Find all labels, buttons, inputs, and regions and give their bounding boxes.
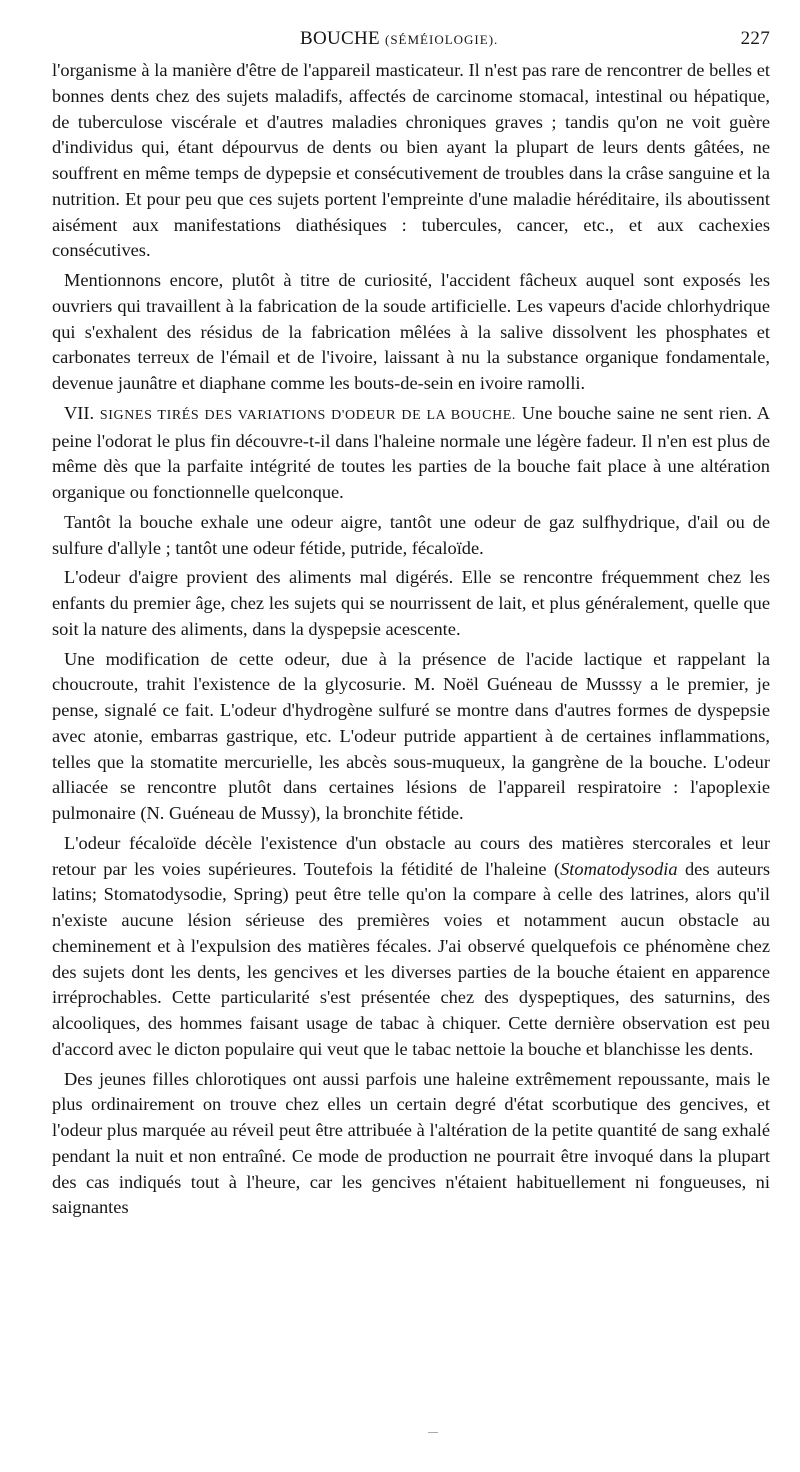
- paragraph-7-text-b: des auteurs latins; Stomatodysodie, Spring) peut être telle qu'on la compare à celle des latrines, alors qu'il n'existe aucune lésion sérieuse des premières voies et notamment aucun obstacle au cheminement et à l'expulsion des matières fécales. J'ai observé quelquefois ce phénomène chez des sujets dont les dents, les gencives et les diverses parties de la bouche étaient en apparence irréprochables. Cette particularité s'est présentée chez des dyspeptiques, des saturnins, des alcooliques, des hommes faisant usage de tabac à chiquer. Cette dernière observation est peu d'accord avec le dicton populaire qui veut que le tabac nettoie la bouche et blanchisse les dents.: [52, 858, 770, 1059]
- running-title-sub: (SÉMÉIOLOGIE).: [384, 32, 499, 47]
- book-page: [52, 28, 770, 1225]
- section-heading: SIGNES TIRÉS DES VARIATIONS D'ODEUR DE LA BOUCHE.: [99, 407, 517, 423]
- paragraph-6: Une modification de cette odeur, due à la présence de l'acide lactique et rappelant la choucroute, trahit l'existence de la glycosurie. M. Noël Guéneau de Musssy a le premier, je pense, signalé ce fait. L'odeur d'hydrogène sulfuré se montre dans d'autres formes de dyspepsie avec atonie, embarras gastrique, etc. L'odeur putride appartient à de certaines inflammations, telles que la stomatite mercurielle, les abcès sous-muqueux, la gangrène de la bouche. L'odeur alliacée se rencontre plutôt dans certaines lésions de l'appareil respiratoire : l'apoplexie pulmonaire (N. Guéneau de Mussy), la bronchite fétide.: [52, 648, 770, 823]
- latin-term: Stomatodysodia: [560, 858, 678, 879]
- paragraph-3-section-vii: [52, 401, 770, 506]
- footer-mark: [428, 1432, 438, 1433]
- paragraph-8: Des jeunes filles chlorotiques ont aussi parfois une haleine extrêmement repoussante, mais le plus ordinairement on trouve chez elles un certain degré d'état scorbutique des gencives, et l'odeur plus marquée au réveil peut être attribuée à l'altération de la petite quantité de sang exhalé pendant la nuit et non entraîné. Ce mode de production ne pourrait être invoqué dans la plupart des cas indiqués tout à l'heure, car les gencives n'étaient habituellement ni fongueuses, ni saignantes: [52, 1068, 770, 1218]
- paragraph-7-text-a: L'odeur fécaloïde décèle l'existence d'un obstacle au cours des matières stercorales et leur retour par les voies supérieures. Toutefois la fétidité de l'haleine (: [52, 832, 770, 879]
- paragraph-1: l'organisme à la manière d'être de l'appareil masticateur. Il n'est pas rare de rencontrer de belles et bonnes dents chez des sujets maladifs, affectés de carcinome stomacal, intestinal ou hépatique, de tuberculose viscérale et d'autres maladies chroniques graves ; tandis qu'on ne voit guère d'individus qui, étant dépourvus de dents ou bien ayant la plupart de leurs dents gâtées, ne souffrent en même temps de dypepsie et consécutivement de troubles dans la crâse sanguine et la nutrition. Et pour peu que ces sujets portent l'empreinte d'une maladie héréditaire, ils aboutissent aisément aux manifestations diathésiques : tubercules, cancer, etc., et aux cachexies consécutives.: [52, 60, 770, 261]
- page-number: 227: [740, 28, 770, 49]
- paragraph-2: Mentionnons encore, plutôt à titre de curiosité, l'accident fâcheux auquel sont exposés les ouvriers qui travaillent à la fabrication de la soude artificielle. Les vapeurs d'acide chlorhydrique qui s'exhalent des résidus de la fabrication mêlées à la salive dissolvent les phosphates et carbonates terreux de l'émail et de l'ivoire, laissant à nu la substance organique fondamentale, devenue jaunâtre et diaphane comme les bouts-de-sein en ivoire ramolli.: [52, 270, 770, 393]
- paragraph-4: Tantôt la bouche exhale une odeur aigre, tantôt une odeur de gaz sulfhydrique, d'ail ou de sulfure d'allyle ; tantôt une odeur fétide, putride, fécaloïde.: [52, 511, 770, 558]
- section-number: VII.: [64, 402, 95, 423]
- body-text: [52, 58, 770, 1221]
- running-header: [52, 28, 770, 58]
- running-title-main: BOUCHE: [300, 28, 380, 49]
- paragraph-3-text: Une bouche saine ne sent rien. A peine l'odorat le plus fin découvre-t-il dans l'haleine normale une légère fadeur. Il n'en est plus de même dès que la parfaite intégrité de toutes les parties de la bouche fait place à une altération organique ou fonctionnelle quelconque.: [52, 402, 770, 502]
- running-title: [300, 28, 498, 50]
- paragraph-5: L'odeur d'aigre provient des aliments mal digérés. Elle se rencontre fréquemment chez les enfants du premier âge, chez les sujets qui se nourrissent de lait, et plus généralement, quelle que soit la nature des aliments, dans la dyspepsie acescente.: [52, 567, 770, 639]
- paragraph-7: [52, 831, 770, 1063]
